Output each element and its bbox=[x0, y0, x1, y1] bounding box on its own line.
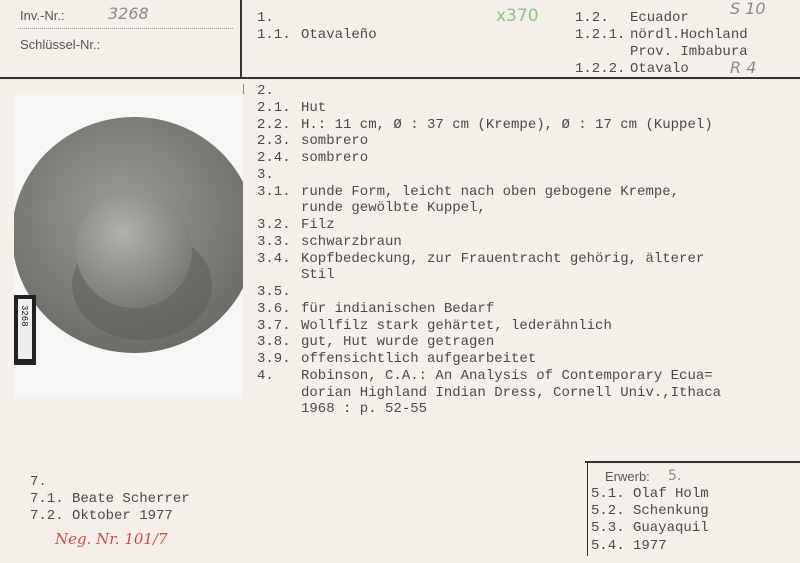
acquisition-type: 5.2. Schenkung bbox=[591, 503, 709, 519]
header-horizontal-rule bbox=[0, 77, 800, 79]
entry-text: Wollfilz stark gehärtet, lederähnlich bbox=[301, 317, 612, 334]
entry-row bbox=[257, 184, 787, 201]
entry-row bbox=[257, 351, 787, 368]
entry-text: runde gewölbte Kuppel, bbox=[301, 200, 486, 217]
entry-number: 2. bbox=[257, 83, 274, 99]
entry-number: 2.2. bbox=[257, 116, 291, 133]
entry-number: 3.8. bbox=[257, 334, 291, 351]
entry-row bbox=[257, 368, 787, 385]
entry-text: Stil bbox=[301, 267, 335, 284]
entry-number: 3.5. bbox=[257, 284, 291, 300]
entry-row bbox=[257, 267, 787, 284]
photo-label: 3268 bbox=[19, 305, 29, 327]
section-1-2-2-num: 1.2.2. bbox=[575, 61, 626, 77]
entry-row bbox=[257, 401, 787, 418]
acquisition-num: 5. bbox=[668, 468, 682, 484]
entries-list bbox=[257, 83, 787, 418]
acquisition-year: 5.4. 1977 bbox=[591, 538, 667, 554]
entry-text: dorian Highland Indian Dress, Cornell Univ.,Ithaca bbox=[301, 384, 722, 401]
ethnic-group: Otavaleño bbox=[301, 27, 377, 43]
entry-text: Kopfbedeckung, zur Frauentracht gehörig, älterer bbox=[301, 250, 705, 267]
entry-row bbox=[257, 150, 787, 167]
entry-row bbox=[257, 200, 787, 217]
section-1-1-num: 1.1. bbox=[257, 27, 291, 43]
entry-number bbox=[257, 401, 301, 418]
entry-row bbox=[257, 133, 787, 150]
header-vertical-rule bbox=[240, 0, 242, 78]
entry-row bbox=[257, 385, 787, 402]
entry-text: offensichtlich aufgearbeitet bbox=[301, 351, 537, 367]
town: Otavalo bbox=[630, 61, 689, 77]
entry-text: Filz bbox=[301, 217, 335, 233]
section-1-2-1-num: 1.2.1. bbox=[575, 27, 626, 43]
entry-number: 3.2. bbox=[257, 217, 291, 233]
town-note: R 4 bbox=[730, 58, 757, 77]
country: Ecuador bbox=[630, 10, 689, 26]
inv-label: Inv.-Nr.: bbox=[20, 8, 65, 23]
entry-row bbox=[257, 234, 787, 251]
acquired-from: 5.1. Olaf Holm bbox=[591, 486, 709, 502]
record-date: 7.2. Oktober 1977 bbox=[30, 508, 173, 524]
entry-number: 3.4. bbox=[257, 250, 291, 267]
entry-row bbox=[257, 167, 787, 184]
entry-row bbox=[257, 301, 787, 318]
entry-number: 3.7. bbox=[257, 317, 291, 334]
entry-number: 3.6. bbox=[257, 300, 291, 317]
entry-row bbox=[257, 251, 787, 268]
negative-number: Neg. Nr. 101/7 bbox=[55, 530, 168, 548]
entry-number: 2.3. bbox=[257, 133, 291, 150]
region-note: S 10 bbox=[730, 0, 766, 18]
recorder: 7.1. Beate Scherrer bbox=[30, 491, 190, 507]
tick-rule bbox=[243, 84, 244, 94]
entry-number: 3. bbox=[257, 166, 274, 183]
section-1-2-num: 1.2. bbox=[575, 10, 609, 26]
entry-text: sombrero bbox=[301, 150, 369, 166]
acquisition-top-rule bbox=[585, 461, 800, 463]
entry-text bbox=[301, 284, 787, 301]
entry-row bbox=[257, 284, 787, 301]
entry-row bbox=[257, 100, 787, 117]
province: Prov. Imbabura bbox=[630, 44, 748, 60]
entry-number: 4. bbox=[257, 367, 274, 384]
section-7-num: 7. bbox=[30, 474, 47, 490]
entry-text: Robinson, C.A.: An Analysis of Contemporary Ecua= bbox=[301, 367, 713, 384]
entry-text: H.: 11 cm, Ø : 37 cm (Krempe), Ø : 17 cm (Kuppel) bbox=[301, 116, 713, 133]
entry-number: 3.1. bbox=[257, 183, 291, 200]
entry-number bbox=[257, 200, 301, 217]
key-label: Schlüssel-Nr.: bbox=[20, 37, 101, 52]
entry-text bbox=[301, 83, 787, 100]
entry-row bbox=[257, 334, 787, 351]
entry-text: runde Form, leicht nach oben gebogene Krempe, bbox=[301, 183, 680, 200]
entry-number bbox=[257, 267, 301, 284]
acquisition-place: 5.3. Guayaquil bbox=[591, 520, 709, 536]
entry-number: 2.4. bbox=[257, 150, 291, 166]
acquisition-left-rule bbox=[587, 462, 588, 556]
hat-photo-image bbox=[14, 95, 243, 399]
entry-row bbox=[257, 117, 787, 134]
entry-number: 3.9. bbox=[257, 351, 291, 367]
dotted-divider bbox=[18, 28, 233, 29]
object-photo bbox=[14, 95, 243, 399]
entry-text: Hut bbox=[301, 99, 327, 116]
entry-number: 2.1. bbox=[257, 99, 291, 116]
section-1-num: 1. bbox=[257, 10, 274, 26]
entry-row bbox=[257, 318, 787, 335]
entry-number: 3.3. bbox=[257, 233, 291, 250]
entry-number bbox=[257, 385, 301, 402]
acquisition-label: Erwerb: bbox=[605, 469, 650, 484]
inv-number: 3268 bbox=[108, 4, 149, 23]
entry-text: schwarzbraun bbox=[301, 233, 402, 250]
entry-text: gut, Hut wurde getragen bbox=[301, 334, 495, 351]
region: nördl.Hochland bbox=[630, 27, 748, 43]
green-stamp: x370 bbox=[496, 6, 539, 26]
entry-text: sombrero bbox=[301, 133, 369, 150]
entry-text bbox=[301, 167, 787, 184]
entry-row bbox=[257, 217, 787, 234]
entry-row bbox=[257, 83, 787, 100]
entry-text: für indianischen Bedarf bbox=[301, 300, 495, 317]
entry-text: 1968 : p. 52-55 bbox=[301, 401, 428, 418]
